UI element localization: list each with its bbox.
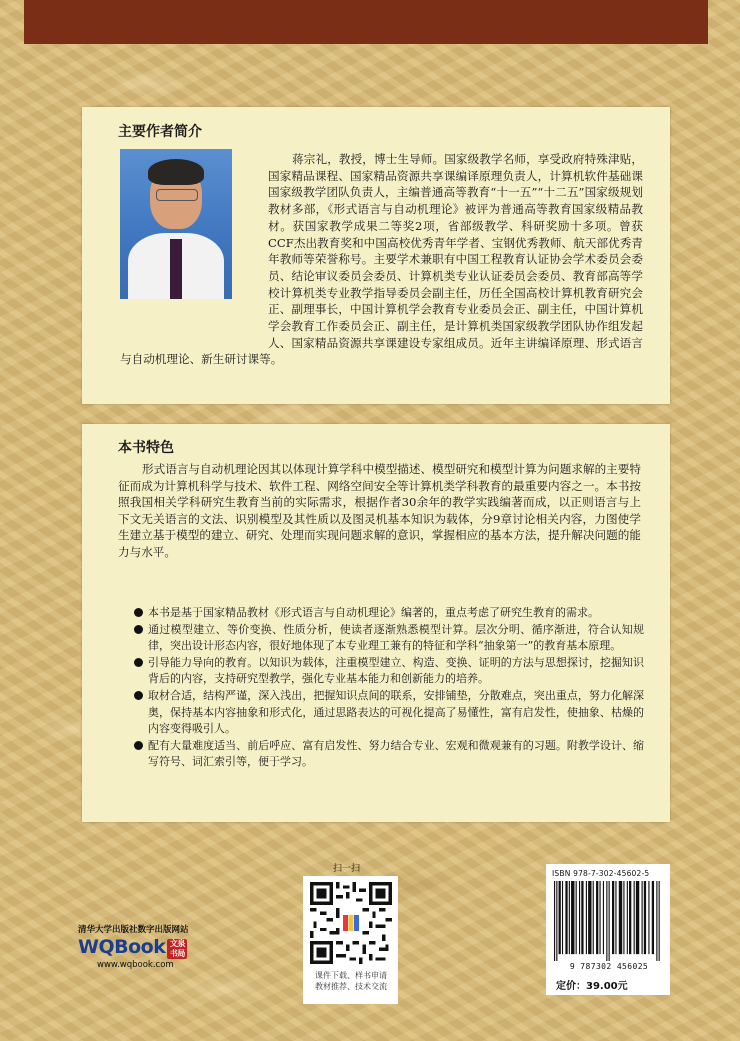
barcode-card <box>546 864 670 995</box>
barcode-number: 9 787302 456025 <box>569 962 649 971</box>
author-bio-block <box>120 151 643 368</box>
qr-caption: 课件下载、样书申请 教材推荐、技术交流 <box>315 971 387 991</box>
feature-item: 本书是基于国家精品教材《形式语言与自动机理论》编著的，重点考虑了研究生教育的需求。 <box>134 605 644 622</box>
isbn-label: ISBN 978-7-302-45602-5 <box>552 869 650 878</box>
features-panel <box>82 424 670 822</box>
qr-code-card[interactable] <box>303 876 398 1004</box>
feature-item: 引导能力导向的教育。以知识为载体，注重模型建立、构造、变换、证明的方法与思想探讨，挖掘知识背后的内容，支持研究型教学，强化专业基本能力和创新能力的培养。 <box>134 655 644 688</box>
feature-item: 配有大量难度适当、前后呼应、富有启发性、努力结合专业、宏观和微观兼有的习题。附教学设计、缩写符号、词汇索引等，便于学习。 <box>134 738 644 771</box>
feature-item: 取材合适，结构严谨，深入浅出，把握知识点间的联系，安排铺垫，分散难点，突出重点，努力化解深奥，保持基本内容抽象和形式化，通过思路表达的可视化提高了易懂性，富有启发性，使抽象、枯燥的内容变得吸引人。 <box>134 688 644 738</box>
bullet-icon <box>134 741 143 750</box>
features-list <box>134 605 644 771</box>
author-panel <box>82 107 670 404</box>
bullet-icon <box>134 625 143 634</box>
bullet-icon <box>134 608 143 617</box>
publisher-logo: WQBook 文泉 书局 <box>78 936 187 959</box>
qr-code-icon[interactable] <box>310 882 392 964</box>
publisher-website: www.wqbook.com <box>97 960 174 970</box>
barcode-icon <box>554 881 662 961</box>
scan-label: 扫一扫 <box>333 864 361 874</box>
author-section-title: 主要作者简介 <box>118 124 202 140</box>
features-intro: 形式语言与自动机理论因其以体现计算学科中模型描述、模型研究和模型计算为问题求解的主要特征而成为计算机科学与技术、软件工程、网络空间安全等计算机类学科教育的最重要内容之一。本书按照我国相关学科研究生教育当前的实际需求，根据作者30余年的教学实践编著而成，以正则语言与上下文无关语言的文法、识别模型及其性质以及图灵机基本知识为载体，分9章讨论相关内容，力图使学生建立基于模型的建立、研究、处理而实现问题求解的意识，掌握相应的基本方法，提升解决问题的能力与水平。 <box>118 462 641 559</box>
feature-item: 通过模型建立、等价变换、性质分析，使读者逐渐熟悉模型计算。层次分明、循序渐进，符合认知规律，突出设计形态内容，很好地体现了本专业理工兼有的特征和学科“抽象第一”的教育基本原理。 <box>134 622 644 655</box>
price-label: 定价：39.00元 <box>556 981 628 992</box>
features-section-title: 本书特色 <box>118 440 174 456</box>
bullet-icon <box>134 691 143 700</box>
publisher-name: 清华大学出版社数字出版网站 <box>78 925 189 935</box>
bullet-icon <box>134 658 143 667</box>
author-bio: 蒋宗礼，教授，博士生导师。国家级教学名师，享受政府特殊津贴，国家精品课程、国家精品资源共享课编译原理负责人，计算机软件基础课国家级教学团队负责人，主编普通高等教育“十一五”“十二五”国家级规划教材多部，《形式语言与自动机理论》被评为普通高等教育国家级精品教材。获国家教学成果二等奖2项，省部级教学、科研奖励十多项。曾获CCF杰出教育奖和中国高校优秀青年学者、宝钢优秀教师、航天部优秀青年教师等荣誉称号。主要学术兼职有中国工程教育认证协会学术委员会委员、结论审议委员会委员、计算机类专业认证委员会委员、教育部高等学校计算机类专业教学指导委员会副主任，历任全国高校计算机教育研究会正、副理事长，中国计算机学会教育专业委员会正、副主任，中国计算机学会教育工作委员会正、副主任，是计算机类国家级教学团队协作组发起人、国家精品资源共享课建设专家组成员。近年主讲编译原理、形式语言与自动机理论、新生研讨课等。 <box>120 152 643 367</box>
top-color-band <box>24 0 708 44</box>
seal-icon: 文泉 书局 <box>167 939 187 959</box>
